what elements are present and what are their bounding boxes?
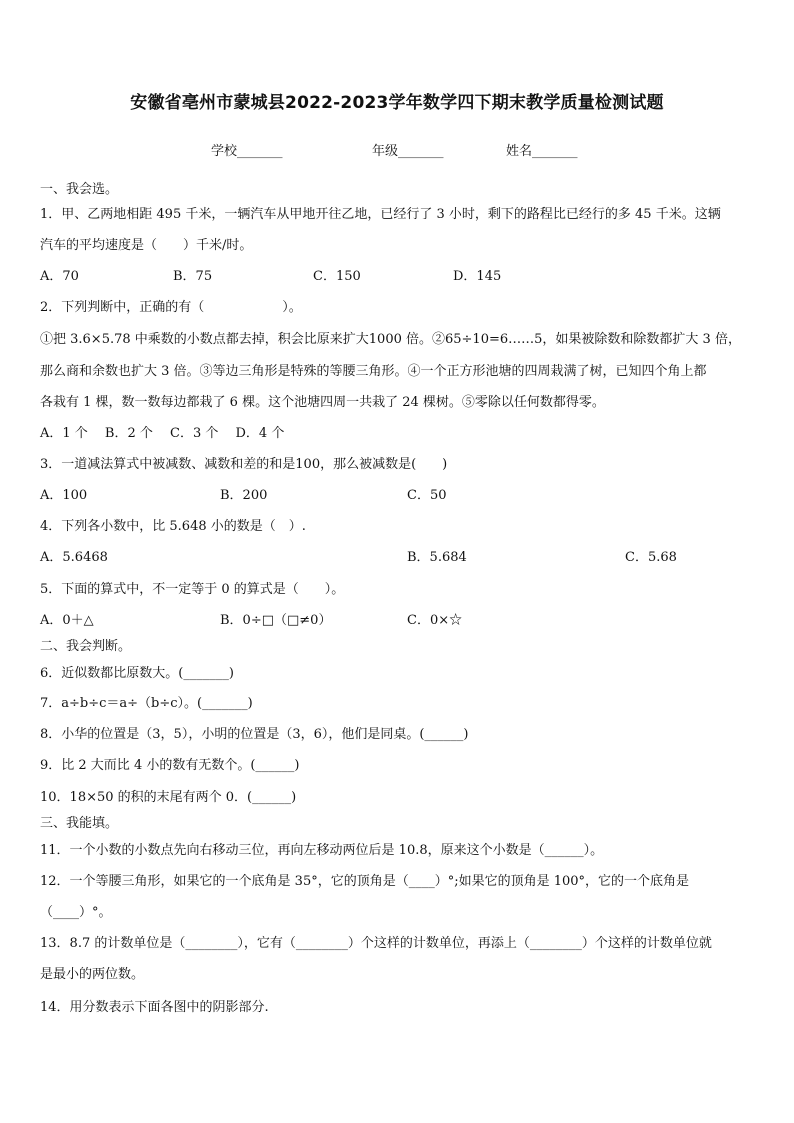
option-a: A．0＋△ [40,613,94,628]
option-c: C．0×☆ [407,613,463,628]
question-9: 9．比 2 大而比 4 小的数有无数个。(______) [40,758,300,773]
option-b: B．0÷□（□≠0） [220,613,332,628]
question-7: 7．a÷b÷c＝a÷（b÷c）。(_______) [40,696,253,711]
question-2-options: A．1 个 B．2 个 C．3 个 D．4 个 [40,426,285,441]
question-2-line-4: 各栽有 1 棵，数一数每边都栽了 6 棵。这个池塘四周一共栽了 24 棵树。⑤零除以任何数都得零。 [40,395,605,410]
name-field: 姓名_______ [506,144,578,159]
question-4-stem: 4．下列各小数中，比 5.648 小的数是（ ）. [40,519,306,534]
question-13-line-2: 是最小的两位数。 [40,967,145,982]
question-12-line-1: 12．一个等腰三角形，如果它的一个底角是 35°，它的顶角是（____）°;如果它的顶角是 100°，它的一个底角是 [40,874,690,889]
question-1-line-2: 汽车的平均速度是（ ）千米/时。 [40,238,253,253]
question-2-line-3: 那么商和余数也扩大 3 倍。③等边三角形是特殊的等腰三角形。④一个正方形池塘的四周栽满了树，已知四个角上都 [40,364,707,379]
option-c: C．5.68 [625,550,677,565]
question-13-line-1: 13．8.7 的计数单位是（________），它有（________）个这样的计数单位，再添上（________）个这样的计数单位就 [40,936,712,951]
section-heading-choice: 一、我会选。 [40,182,119,197]
option-b: B．5.684 [407,550,467,565]
question-2-line-1: 2．下列判断中，正确的有（ ）。 [40,300,302,315]
question-2-line-2: ①把 3.6×5.78 中乘数的小数点都去掉，积会比原来扩大1000 倍。②65÷10=6……5，如果被除数和除数都扩大 3 倍， [40,332,741,347]
section-heading-judge: 二、我会判断。 [40,639,132,654]
option-b: B．200 [220,488,268,503]
grade-field: 年级_______ [372,144,444,159]
option-b: B．75 [173,269,213,284]
school-field: 学校_______ [211,144,283,159]
option-c: C．150 [313,269,361,284]
question-6: 6．近似数都比原数大。(_______) [40,666,234,681]
option-a: A．100 [40,488,88,503]
option-d: D．145 [453,269,502,284]
question-11: 11．一个小数的小数点先向右移动三位，再向左移动两位后是 10.8，原来这个小数是（______）。 [40,843,604,858]
section-heading-fill: 三、我能填。 [40,816,119,831]
option-a: A．5.6468 [40,550,108,565]
question-12-line-2: （____）°。 [40,905,112,920]
option-a: A．70 [40,269,79,284]
page-title: 安徽省亳州市蒙城县2022-2023学年数学四下期末教学质量检测试题 [130,93,664,113]
question-5-stem: 5．下面的算式中，不一定等于 0 的算式是（ ）。 [40,582,345,597]
question-3-stem: 3．一道减法算式中被减数、减数和差的和是100，那么被减数是( ) [40,457,448,472]
question-1-line-1: 1．甲、乙两地相距 495 千米，一辆汽车从甲地开往乙地，已经行了 3 小时，剩下的路程比已经行的多 45 千米。这辆 [40,207,721,222]
option-c: C．50 [407,488,447,503]
question-8: 8．小华的位置是（3，5），小明的位置是（3，6），他们是同桌。(______) [40,727,469,742]
question-10: 10．18×50 的积的末尾有两个 0．(______) [40,790,297,805]
question-14: 14．用分数表示下面各图中的阴影部分. [40,1000,269,1015]
